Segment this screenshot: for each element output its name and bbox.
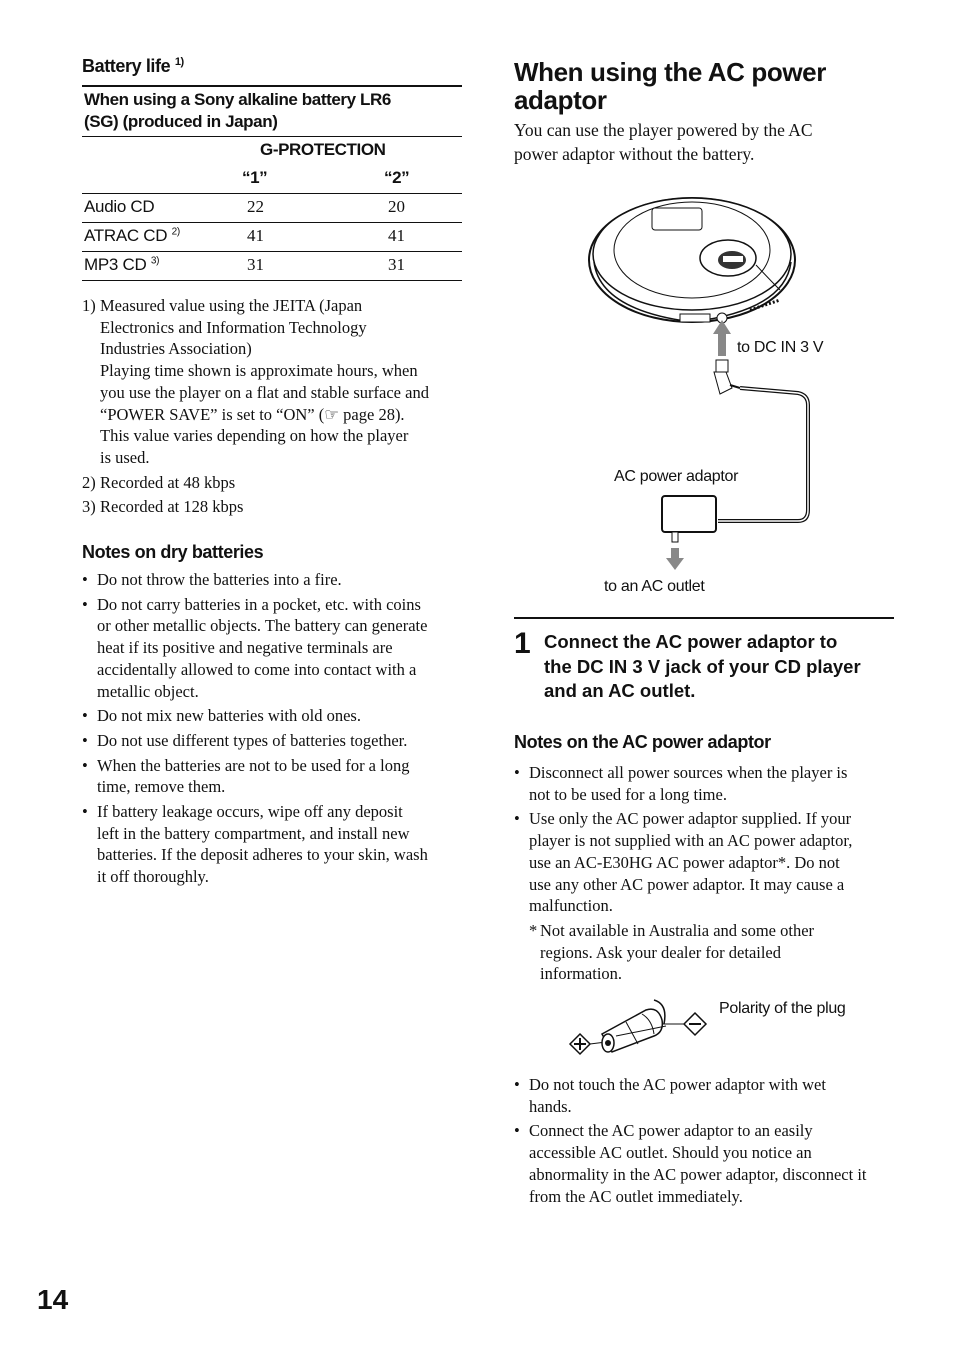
column-2-header: “2” <box>384 168 410 187</box>
label-ac-outlet: to an AC outlet <box>604 578 705 595</box>
list-item: • Connect the AC power adaptor to an easily accessible AC outlet. Should you notice an abnormality in the AC power adaptor, disconnect it from the AC outlet immediately. <box>514 1121 867 1206</box>
list-item: • When the batteries are not to be used for a long time, remove them. <box>82 755 410 797</box>
list-item: • Do not mix new batteries with old ones. <box>82 706 361 726</box>
battery-life-heading: Battery life $^{1)}$ <box>82 56 184 76</box>
step-number: 1 <box>514 627 531 660</box>
list-item: • Disconnect all power sources when the player is not to be used for a long time. <box>514 763 848 804</box>
asterisk-note: * Not available in Australia and some other regions. Ask your dealer for detailed information. <box>529 920 815 984</box>
ac-adaptor-heading: When using the AC power adaptor <box>514 57 826 115</box>
ac-notes-heading: Notes on the AC power adaptor <box>514 732 771 752</box>
ac-notes-list-b <box>514 1074 896 1210</box>
list-item: • Use only the AC power adaptor supplied. If your player is not supplied with an AC power adaptor, use an AC-E30HG AC power adaptor*. Do not use any other AC power adaptor. It may cause a malfunction. <box>514 809 853 916</box>
list-item: • Do not use different types of batteries together. <box>82 730 408 750</box>
footnote-3: 3) Recorded at 128 kbps <box>82 497 244 517</box>
right-column <box>514 58 896 166</box>
table-row: MP3 CD $^{3)}$ 31 31 <box>82 252 462 281</box>
footnote-2: 2) Recorded at 48 kbps <box>82 472 236 492</box>
list-item: • Do not carry batteries in a pocket, etc. with coins or other metallic objects. The battery can generate heat if its positive and negative terminals are accidentally allowed to come into contact with a metallic object. <box>82 594 428 701</box>
footnote-1: 1) Measured value using the JEITA (Japan Electronics and Information Technology Industries Association) Playing time shown is approximate hours, when you use the player on a flat and stable surface and “POWER SAVE” is set to “ON” (☞ page 28). This value varies depending on how the player is used. <box>82 296 429 467</box>
table-row: ATRAC CD $^{2)}$ 41 41 <box>82 223 462 252</box>
g-protection-header: G-PROTECTION <box>260 140 386 159</box>
column-1-header: “1” <box>242 168 268 187</box>
label-polarity: Polarity of the plug <box>719 1000 846 1017</box>
table-header <box>82 137 462 194</box>
table-caption: When using a Sony alkaline battery LR6 (SG) (produced in Japan) <box>84 90 391 131</box>
label-ac-adaptor: AC power adaptor <box>614 468 739 485</box>
list-item: • Do not touch the AC power adaptor with wet hands. <box>514 1075 826 1116</box>
page-number: 14 <box>37 1284 69 1315</box>
polarity-plug-illustration <box>556 990 716 1060</box>
step-rule <box>514 617 894 619</box>
list-item: • If battery leakage occurs, wipe off any deposit left in the battery compartment, and install new batteries. If the deposit adheres to your skin, wash it off thoroughly. <box>82 802 428 887</box>
dry-batteries-heading: Notes on dry batteries <box>82 542 264 563</box>
cd-player-illustration <box>580 180 840 580</box>
left-column <box>82 56 462 891</box>
label-dc-in: to DC IN 3 V <box>737 339 824 356</box>
table-row: Audio CD 22 20 <box>82 194 462 223</box>
ac-notes-list-a <box>514 762 896 988</box>
list-item: • Do not throw the batteries into a fire. <box>82 570 342 590</box>
ac-intro: You can use the player powered by the AC power adaptor without the battery. <box>514 120 813 164</box>
step-instruction: Connect the AC power adaptor to the DC IN 3 V jack of your CD player and an AC outlet. <box>544 631 861 701</box>
